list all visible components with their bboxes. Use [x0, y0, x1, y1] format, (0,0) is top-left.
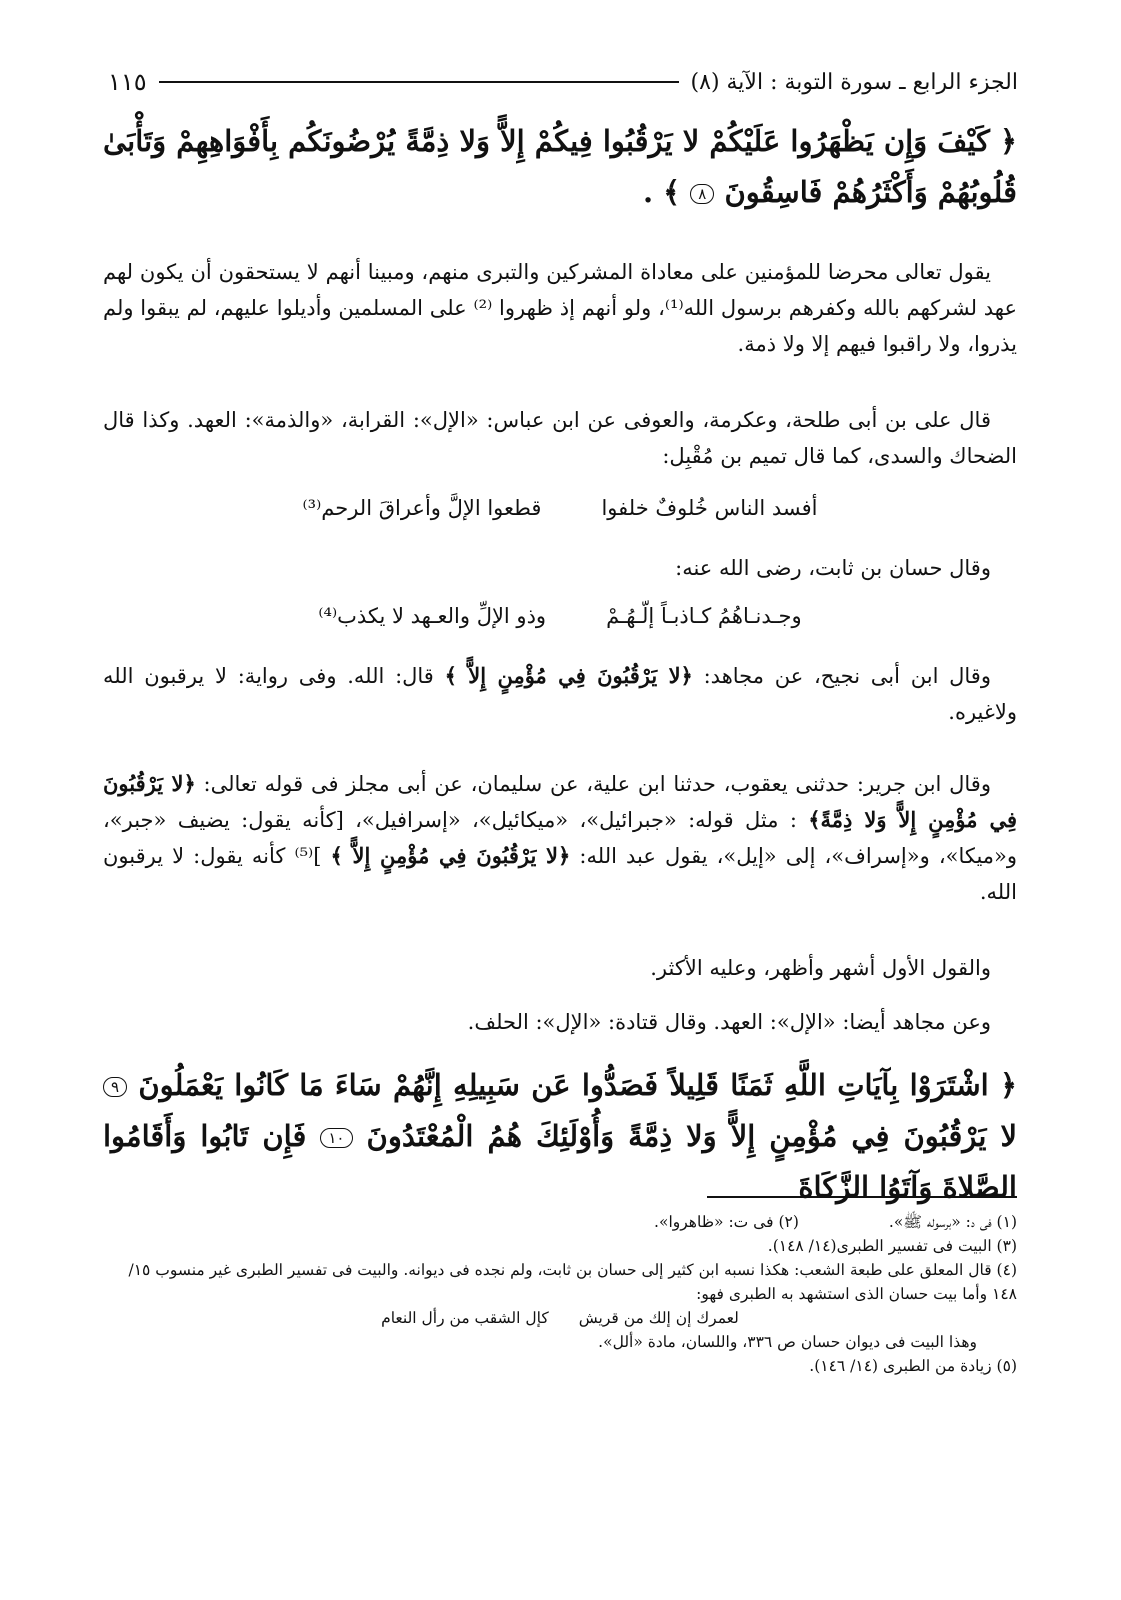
ayah-9-10 — [103, 1060, 1017, 1213]
paragraph-1: يقول تعالى محرضا للمؤمنين على معاداة المشركين والتبرى منهم، ومبينا أنهم لا يستحقون أن يكون لهم عهد لشركهم بالله وكفرهم برسول الله⁽¹⁾، ولو أنهم إذ ظهروا ⁽²⁾ على المسلمين وأديلوا عليهم، لم يبقوا ولم يذروا، ولا راقبوا فيهم إلا ولا ذمة. — [103, 260, 1017, 356]
footnote-4-verse — [103, 1306, 1017, 1330]
paragraph-5-text-a: وقال ابن جرير: حدثنى يعقوب، حدثنا ابن علية، عن سليمان، عن أبى مجلز فى قوله تعالى: — [203, 772, 991, 796]
footnote-4: (٤) قال المعلق على طبعة الشعب: هكذا نسبه ابن كثير إلى حسان بن ثابت، ولم نجده فى ديوانه. والبيت فى تفسير الطبرى غير منسوب ١٥/ ١٤٨ وأما بيت حسان الذى استشهد به الطبرى فهو: — [128, 1261, 1017, 1303]
paragraph-4 — [103, 658, 1017, 730]
paragraph-4-text-b: قال: الله. وفى رواية: لا يرقبون الله ولاغيره. — [103, 664, 1017, 724]
verse-number-marker: ٨ — [690, 184, 714, 204]
paragraph-5-text-c: ]⁽⁵⁾ كأنه يقول: لا يرقبون الله. — [103, 844, 1017, 904]
verse-1-first-hemistich: أفسد الناس خُلوفٌ خلفوا — [601, 496, 818, 520]
paragraph-3: وقال حسان بن ثابت، رضى الله عنه: — [675, 556, 991, 580]
verse-number-marker: ١٠ — [320, 1128, 352, 1148]
verse-1-second-hemistich: قطعوا الإلَّ وأعراقَ الرحم⁽³⁾ — [302, 496, 542, 520]
verse-2-second-hemistich: وذو الإلِّ والعـهد لا يكذب⁽⁴⁾ — [318, 604, 547, 628]
footnote-4-verse-second: كإل الشقب من رأل النعام — [381, 1309, 549, 1327]
verse-2-first-hemistich: وجـدنـاهُمُ كـاذبـاً إلّـهُـمْ — [606, 604, 802, 628]
paragraph-2: قال على بن أبى طلحة، وعكرمة، والعوفى عن ابن عباس: «الإل»: القرابة، «والذمة»: العهد. وكذا قال الضحاك والسدى، كما قال تميم بن مُقْبِل: — [103, 408, 1017, 468]
ayah-8 — [103, 116, 1017, 218]
quran-quote: ﴿لا يَرْقُبُونَ فِي مُؤْمِنٍ إِلاًّ ﴾ — [444, 663, 693, 688]
header-title: الجزء الرابع ـ سورة التوبة : الآية (٨) — [690, 69, 1018, 95]
footnote-row — [103, 1210, 1017, 1234]
page-number: ١١٥ — [108, 68, 147, 96]
verse-number-marker: ٩ — [103, 1077, 127, 1097]
poetry-verse-1 — [103, 496, 1017, 520]
running-header — [108, 62, 1018, 102]
ayah-11-start: فَإِن تَابُوا وَأَقَامُوا الصَّلاةَ وَآتَوُا الزَّكَاةَ — [103, 1119, 1017, 1204]
ayah-8-text: ﴿ كَيْفَ وَإِن يَظْهَرُوا عَلَيْكُمْ لا يَرْقُبُوا فِيكُمْ إِلاًّ وَلا ذِمَّةً يُرْضُونَكُم بِأَفْوَاهِهِمْ وَتَأْبَىٰ قُلُوبُهُمْ وَأَكْثَرُهُمْ فَاسِقُونَ — [103, 124, 1017, 209]
paragraph-4-text-a: وقال ابن أبى نجيح، عن مجاهد: — [703, 664, 991, 688]
paragraph-5 — [103, 766, 1017, 910]
footnotes — [103, 1210, 1017, 1378]
header-rule — [159, 81, 679, 83]
paragraph-6: والقول الأول أشهر وأظهر، وعليه الأكثر. — [650, 956, 991, 980]
footnote-4-source: وهذا البيت فى ديوان حسان ص ٣٣٦، واللسان، مادة «ألل». — [598, 1333, 977, 1351]
paragraph-7: وعن مجاهد أيضا: «الإل»: العهد. وقال قتادة: «الإل»: الحلف. — [467, 1010, 991, 1034]
footnote-4-verse-first: لعمرك إن إلك من قريش — [578, 1309, 739, 1327]
paragraph-5-text-b: : مثل قوله: «جبرائيل»، «ميكائيل»، «إسرافيل»، [كأنه يقول: يضيف «جبر»، و«ميكا»، و«إسراف»، إلى «إيل»، يقول عبد الله: — [103, 808, 1018, 868]
footnote-3: (٣) البيت فى تفسير الطبرى(١٤/ ١٤٨). — [767, 1237, 1017, 1255]
footnote-1: (١) فى د: «برسوله ﷺ». — [888, 1213, 1017, 1231]
footnote-2: (٢) فى ت: «ظاهروا». — [654, 1213, 799, 1231]
quran-quote: ﴿لا يَرْقُبُونَ فِي مُؤْمِنٍ إِلاًّ ﴾ — [330, 843, 571, 868]
footnote-separator — [707, 1196, 1017, 1198]
ayah-10-text: لا يَرْقُبُونَ فِي مُؤْمِنٍ إِلاًّ وَلا ذِمَّةً وَأُوْلَئِكَ هُمُ الْمُعْتَدُونَ — [366, 1119, 1017, 1153]
footnote-5: (٥) زيادة من الطبرى (١٤/ ١٤٦). — [809, 1357, 1017, 1375]
ayah-9-text: ﴿ اشْتَرَوْا بِآيَاتِ اللَّهِ ثَمَنًا قَلِيلاً فَصَدُّوا عَن سَبِيلِهِ إِنَّهُمْ سَاءَ مَا كَانُوا يَعْمَلُونَ — [138, 1068, 1017, 1102]
quran-quote: ﴿لا يَرْقُبُونَ فِي مُؤْمِنٍ إِلاًّ وَلا ذِمَّةً﴾ — [103, 771, 1017, 832]
poetry-verse-2 — [103, 604, 1017, 628]
ayah-8-end: ﴾ . — [642, 175, 681, 209]
